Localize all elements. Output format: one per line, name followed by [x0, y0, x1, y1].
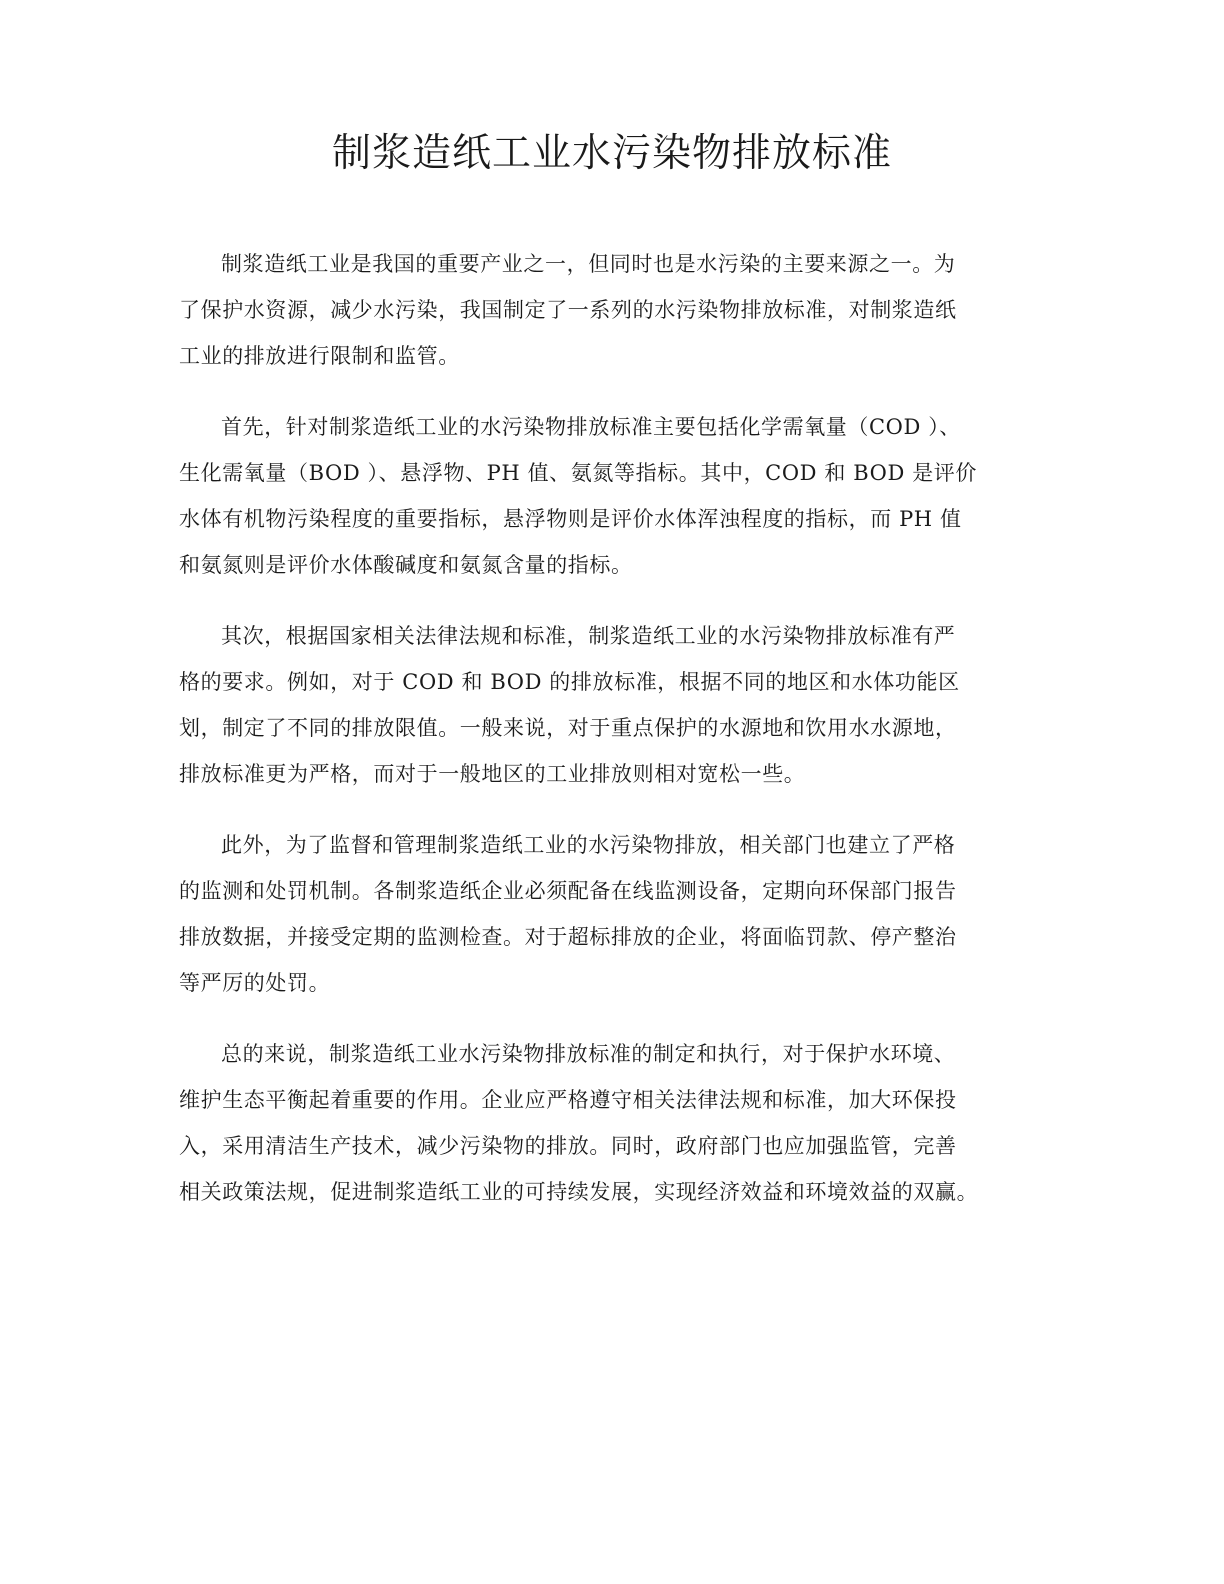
paragraph-line: 排放标准更为严格，而对于一般地区的工业排放则相对宽松一些。 [179, 762, 806, 786]
document-body [179, 241, 1045, 1240]
paragraph-line: 相关政策法规，促进制浆造纸工业的可持续发展，实现经济效益和环境效益的双赢。 [179, 1180, 979, 1204]
paragraph-line: 其次，根据国家相关法律法规和标准，制浆造纸工业的水污染物排放标准有严 [221, 624, 956, 648]
paragraph-intro [179, 241, 1045, 379]
paragraph-line: 工业的排放进行限制和监管。 [179, 344, 460, 368]
paragraph-line: 维护生态平衡起着重要的作用。企业应严格遵守相关法律法规和标准，加大环保投 [179, 1088, 957, 1112]
paragraph-line: 总的来说，制浆造纸工业水污染物排放标准的制定和执行，对于保护水环境、 [221, 1042, 956, 1066]
paragraph-line: 生化需氧量（BOD ）、悬浮物、PH 值、氨氮等指标。其中，COD 和 BOD 是评价 [179, 461, 977, 485]
paragraph-line: 此外，为了监督和管理制浆造纸工业的水污染物排放，相关部门也建立了严格 [221, 833, 956, 857]
document-title: 制浆造纸工业水污染物排放标准 [331, 131, 892, 176]
paragraph-supervision [179, 822, 1045, 1006]
paragraph-line: 首先，针对制浆造纸工业的水污染物排放标准主要包括化学需氧量（COD ）、 [221, 415, 961, 439]
paragraph-line: 排放数据，并接受定期的监测检查。对于超标排放的企业，将面临罚款、停产整治 [179, 925, 957, 949]
paragraph-line: 水体有机物污染程度的重要指标，悬浮物则是评价水体浑浊程度的指标，而 PH 值 [179, 507, 962, 531]
paragraph-indicators [179, 404, 1045, 588]
paragraph-conclusion [179, 1031, 1045, 1215]
paragraph-requirements [179, 613, 1045, 797]
paragraph-line: 和氨氮则是评价水体酸碱度和氨氮含量的指标。 [179, 553, 633, 577]
paragraph-line: 的监测和处罚机制。各制浆造纸企业必须配备在线监测设备，定期向环保部门报告 [179, 879, 957, 903]
paragraph-line: 入，采用清洁生产技术，减少污染物的排放。同时，政府部门也应加强监管，完善 [179, 1134, 957, 1158]
paragraph-line: 制浆造纸工业是我国的重要产业之一，但同时也是水污染的主要来源之一。为 [221, 252, 956, 276]
paragraph-line: 格的要求。例如，对于 COD 和 BOD 的排放标准，根据不同的地区和水体功能区 [179, 670, 960, 694]
paragraph-line: 划，制定了不同的排放限值。一般来说，对于重点保护的水源地和饮用水水源地， [179, 716, 957, 740]
paragraph-line: 等严厉的处罚。 [179, 971, 331, 995]
paragraph-line: 了保护水资源，减少水污染，我国制定了一系列的水污染物排放标准，对制浆造纸 [179, 298, 957, 322]
